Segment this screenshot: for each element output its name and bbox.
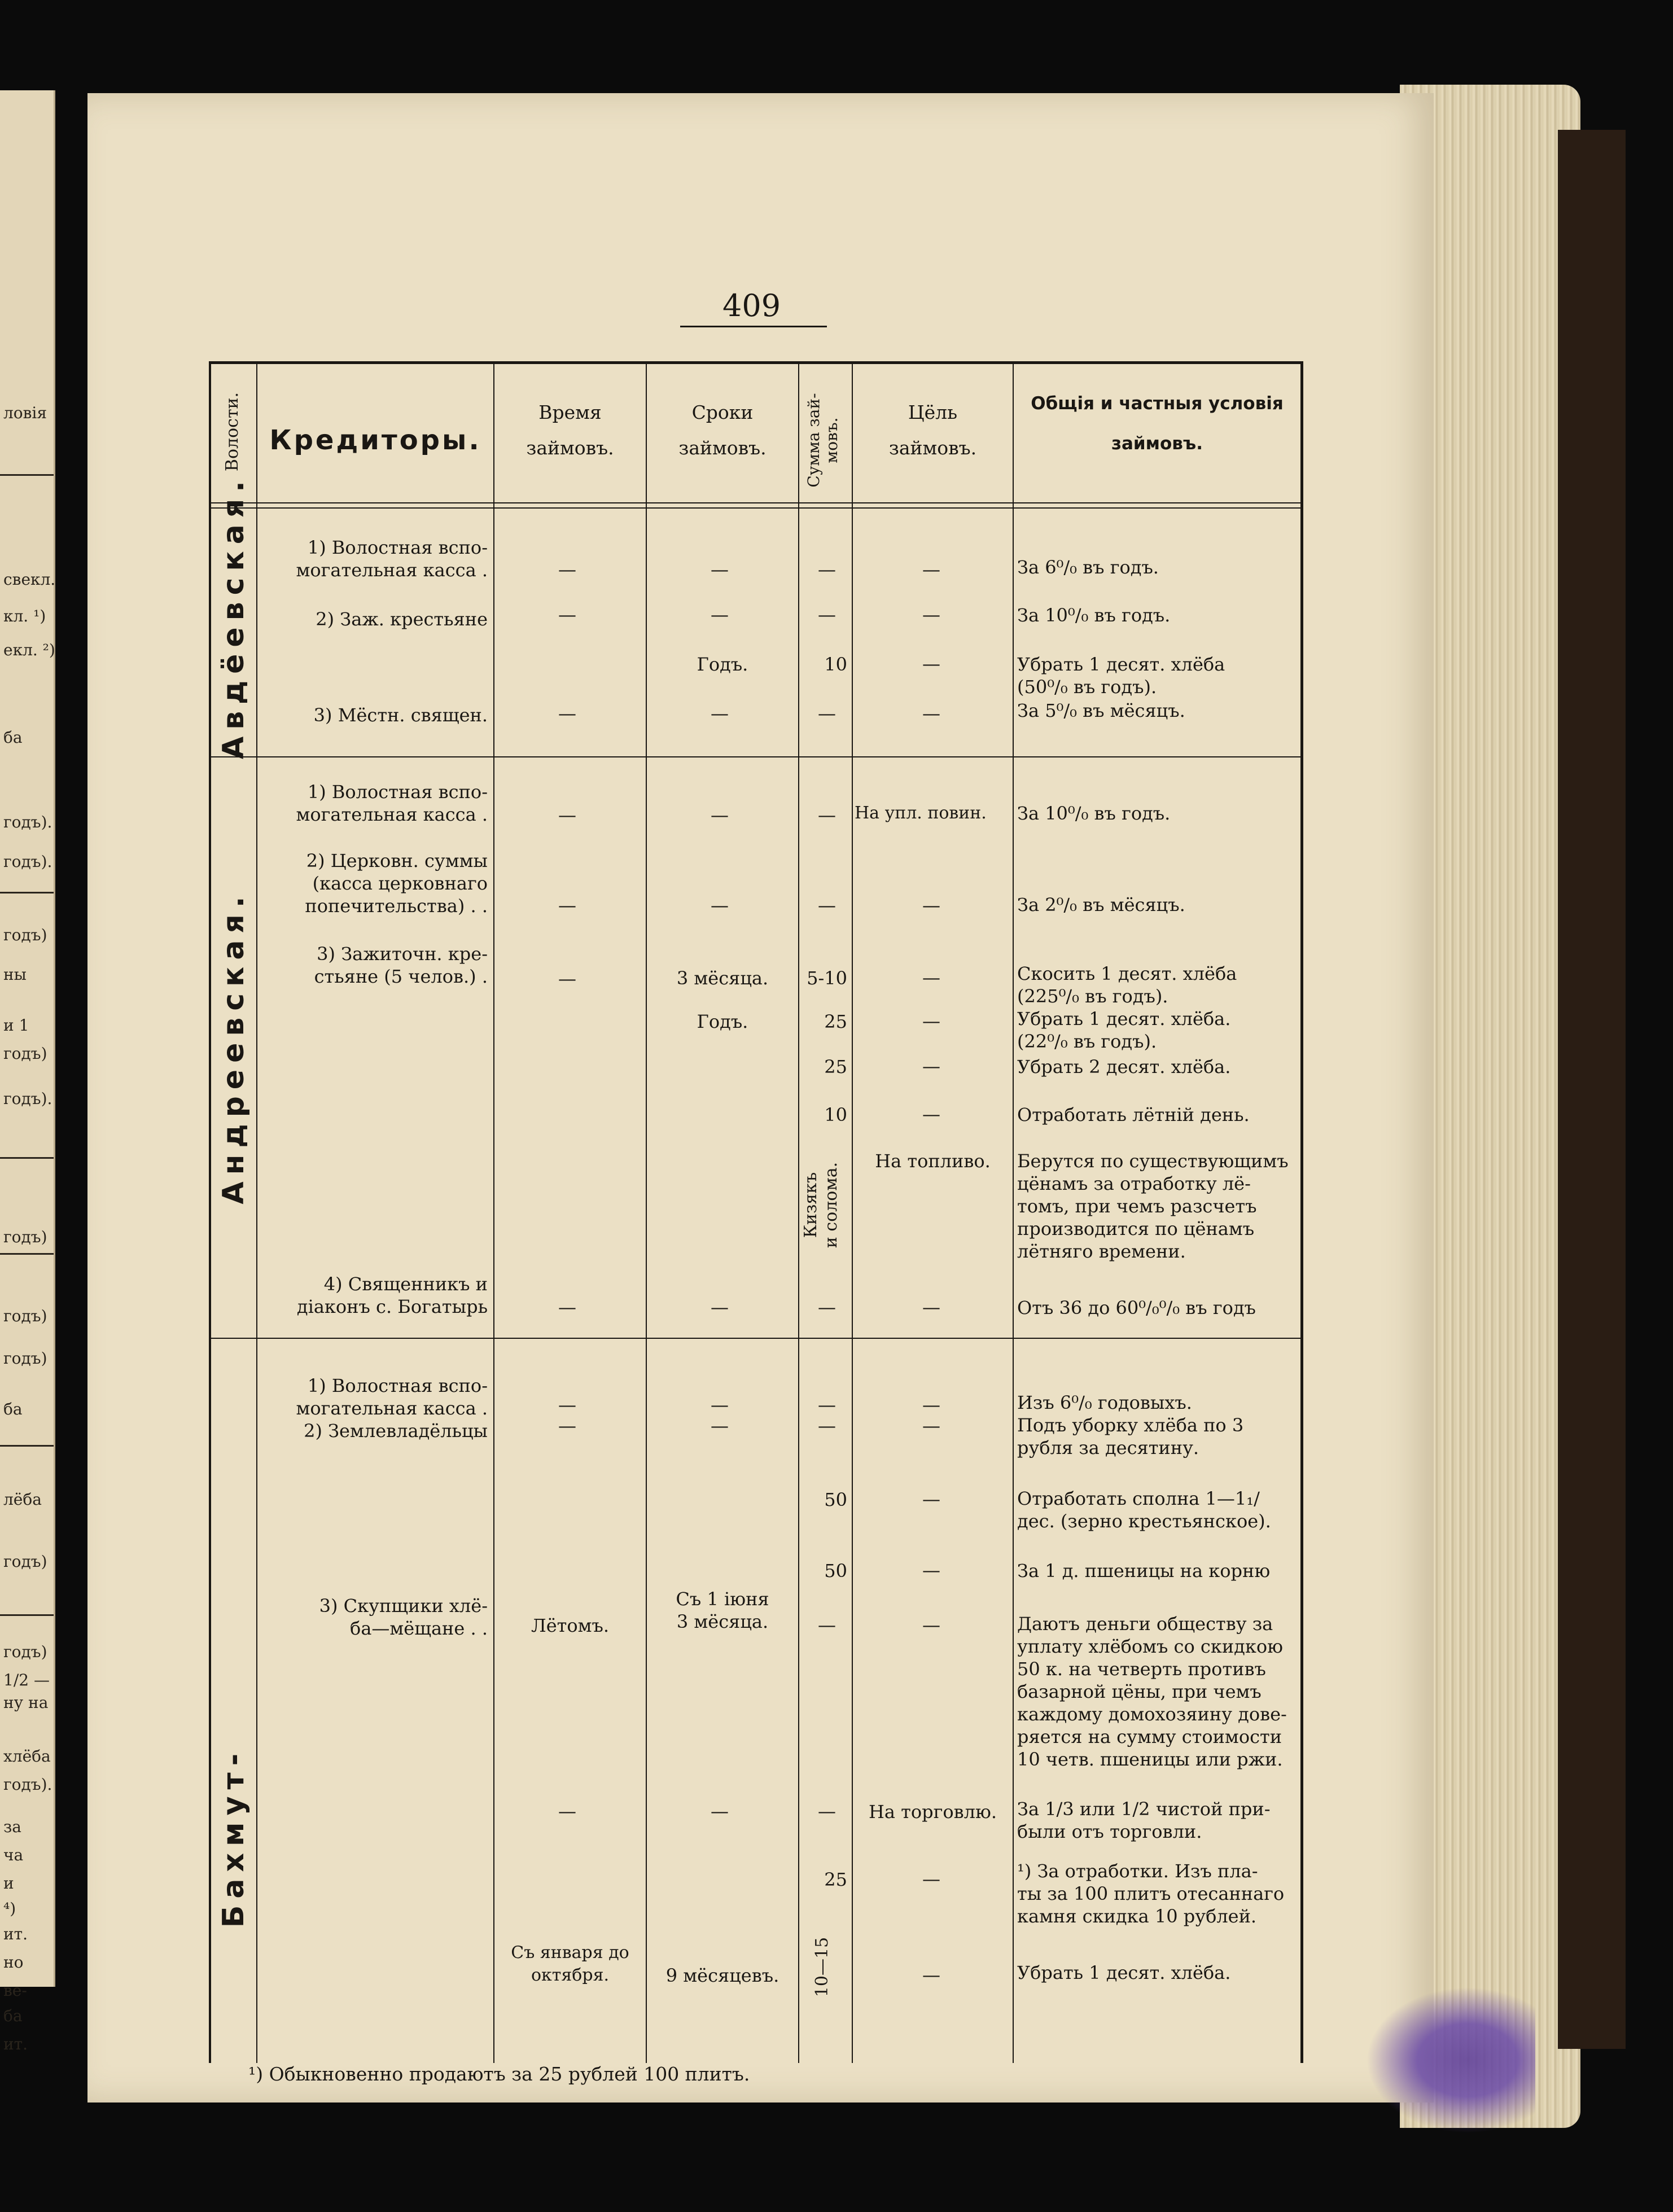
condition-line: (22⁰/₀ въ годъ).	[1017, 1031, 1157, 1052]
creditor-cell	[262, 1374, 488, 1420]
condition-line: цёнамъ за отработку лё-	[1017, 1173, 1251, 1194]
sum-value: 10	[824, 1104, 847, 1125]
condition-cell	[1017, 893, 1297, 916]
condition-line: Отработать лётній день.	[1017, 1104, 1250, 1125]
term-value: —	[711, 1296, 729, 1318]
time-value: Лётомъ.	[531, 1615, 610, 1636]
creditor-cell	[262, 704, 488, 726]
creditor-line: 1) Волостная вспо-	[307, 781, 488, 803]
creditor-cell	[262, 1273, 488, 1318]
creditor-cell	[262, 536, 488, 581]
purpose-value: —	[922, 1394, 940, 1416]
creditor-cell	[262, 1595, 488, 1640]
left-page-fragment: годъ).	[3, 1775, 52, 1794]
creditor-line: 3) Зажиточн. кре-	[317, 943, 488, 965]
condition-line: ты за 100 плитъ отесаннаго	[1017, 1883, 1285, 1904]
left-page-fragment: годъ)	[3, 1307, 47, 1325]
time-value: —	[558, 1296, 576, 1318]
footnote: ¹) Обыкновенно продаютъ за 25 рублей 100 плитъ.	[248, 2063, 750, 2085]
time-value: —	[558, 968, 576, 989]
sum-fuel-line: и солома.	[821, 1162, 841, 1249]
condition-line: томъ, при чемъ разсчетъ	[1017, 1195, 1257, 1217]
ink-stain	[1366, 1987, 1535, 2134]
condition-line: были отъ торговли.	[1017, 1821, 1202, 1842]
left-page-fragment: годъ).	[3, 813, 52, 831]
col-divider	[1013, 364, 1014, 2063]
creditor-line: 4) Священникъ и	[323, 1273, 488, 1295]
condition-cell	[1017, 556, 1297, 579]
time-value: —	[558, 559, 576, 580]
condition-line: За 6⁰/₀ въ годъ.	[1017, 557, 1159, 578]
condition-cell	[1017, 1103, 1297, 1126]
condition-cell	[1017, 1008, 1297, 1053]
condition-cell	[1017, 1798, 1297, 1843]
creditor-line: 2) Землевладёльцы	[304, 1420, 488, 1442]
sum-value: —	[818, 1801, 836, 1822]
purpose-value: —	[922, 559, 940, 580]
header-sum-line: Сумма зай-	[804, 393, 823, 488]
purpose-value: —	[922, 895, 940, 916]
sum-value: 25	[824, 1011, 847, 1032]
left-page-rule	[0, 1614, 54, 1616]
condition-line: За 10⁰/₀ въ годъ.	[1017, 803, 1171, 824]
left-page-fragment: ба	[3, 2007, 23, 2025]
sum-value: —	[818, 703, 836, 724]
time-value: —	[558, 1801, 576, 1822]
left-page-fragment: и	[3, 1874, 14, 1893]
sum-value: —	[818, 1415, 836, 1436]
section-rule	[211, 756, 1300, 757]
creditor-line: могательная касса .	[296, 559, 488, 581]
condition-cell	[1017, 1860, 1297, 1928]
header-purpose-line: Цёль	[908, 401, 958, 423]
creditor-line: (касса церковнаго	[312, 873, 488, 894]
left-page-rule	[0, 1157, 54, 1159]
condition-line: Убрать 1 десят. хлёба.	[1017, 1008, 1231, 1030]
col-divider	[798, 364, 799, 2063]
purpose-value: На торговлю.	[868, 1801, 997, 1823]
left-page-rule	[0, 474, 54, 476]
creditor-line: могательная касса .	[296, 1398, 488, 1419]
sum-fuel-line: Кизякъ	[801, 1172, 821, 1238]
section-rule	[211, 1338, 1300, 1339]
header-purpose-line: займовъ.	[888, 436, 977, 459]
condition-line: Отъ 36 до 60⁰/₀⁰/₀ въ годъ	[1017, 1297, 1256, 1319]
purpose-value: —	[922, 1614, 940, 1636]
sum-value: 10	[824, 654, 847, 675]
header-sum-line: мовъ.	[822, 417, 842, 463]
creditor-cell	[262, 943, 488, 988]
condition-line: лётняго времени.	[1017, 1241, 1186, 1262]
left-page-fragment: 1/2 —	[3, 1671, 50, 1689]
header-conditions-line: займовъ.	[1111, 433, 1203, 454]
header-purpose	[853, 395, 1013, 466]
time-value: —	[558, 895, 576, 916]
condition-cell	[1017, 604, 1297, 627]
creditor-cell	[262, 849, 488, 917]
loan-table	[209, 361, 1303, 2063]
condition-cell	[1017, 1613, 1297, 1771]
condition-cell	[1017, 1560, 1297, 1582]
condition-cell	[1017, 1055, 1297, 1078]
time-cell	[494, 1942, 646, 1987]
left-page-fragment: годъ).	[3, 852, 52, 871]
creditor-line: стьяне (5 челов.) .	[314, 966, 488, 987]
left-page-fragment: годъ)	[3, 1349, 47, 1368]
sum-value: 25	[824, 1869, 847, 1890]
condition-line: 50 к. на четверть противъ	[1017, 1658, 1266, 1680]
term-line: 3 мёсяца.	[676, 1611, 769, 1632]
left-page-fragment: хлёба	[3, 1747, 51, 1766]
left-page-fragment: кл. ¹)	[3, 607, 46, 625]
left-page-fragment: ны	[3, 965, 27, 984]
book-cover	[1558, 130, 1626, 2049]
condition-line: Убрать 1 десят. хлёба.	[1017, 1962, 1231, 1983]
condition-line: каждому домохозяину дове-	[1017, 1703, 1287, 1725]
purpose-value: —	[922, 703, 940, 724]
header-terms-line: займовъ.	[678, 436, 767, 459]
creditor-line: ба—мёщане . .	[350, 1618, 488, 1639]
condition-line: базарной цёны, при чемъ	[1017, 1681, 1262, 1702]
purpose-value: —	[922, 1415, 940, 1436]
condition-cell	[1017, 802, 1297, 825]
condition-line: Подъ уборку хлёба по 3	[1017, 1414, 1244, 1436]
purpose-value: —	[922, 1964, 940, 1986]
sum-value: 50	[824, 1489, 847, 1510]
left-page-fragment: за	[3, 1817, 21, 1836]
purpose-value: —	[922, 1488, 940, 1510]
condition-line: За 1/3 или 1/2 чистой при-	[1017, 1798, 1271, 1820]
header-creditors: Кредиторы.	[269, 424, 481, 456]
time-line: октября.	[531, 1965, 610, 1985]
header-rule	[211, 502, 1300, 509]
condition-line: Убрать 1 десят. хлёба	[1017, 654, 1225, 675]
district-bakhmut: Бахмут-	[217, 1746, 251, 1928]
condition-cell	[1017, 653, 1297, 698]
header-conditions-line: Общія и частныя условія	[1031, 393, 1284, 414]
left-page-fragment: лёба	[3, 1490, 42, 1509]
header-time	[494, 395, 646, 466]
purpose-value: —	[922, 1868, 940, 1890]
term-value: —	[711, 604, 729, 625]
condition-line: Скосить 1 десят. хлёба	[1017, 963, 1237, 984]
left-page-fragment: годъ).	[3, 1089, 52, 1108]
condition-line: уплату хлёбомъ со скидкою	[1017, 1636, 1283, 1657]
purpose-value: —	[922, 1103, 940, 1125]
condition-line: дес. (зерно крестьянское).	[1017, 1510, 1271, 1532]
book-page	[87, 93, 1434, 2103]
term-value: —	[711, 1801, 729, 1822]
condition-line: За 5⁰/₀ въ мёсяцъ.	[1017, 700, 1185, 721]
term-value: —	[711, 1415, 729, 1436]
creditor-line: 3) Мёстн. священ.	[313, 704, 488, 726]
sum-value: —	[818, 604, 836, 625]
purpose-value: —	[922, 967, 940, 988]
creditor-line: попечительства) . .	[305, 895, 488, 917]
time-value: —	[558, 703, 576, 724]
purpose-value: —	[922, 604, 940, 625]
header-time-line: Время	[538, 401, 602, 423]
condition-cell	[1017, 699, 1297, 722]
left-page-fragment: ба	[3, 728, 23, 747]
left-page-rule	[0, 1253, 54, 1255]
header-sum	[805, 387, 844, 494]
creditor-line: діаконъ с. Богатырь	[296, 1296, 488, 1317]
sum-value: 25	[824, 1056, 847, 1077]
term-cell	[647, 1588, 798, 1633]
condition-line: Убрать 2 десят. хлёба.	[1017, 1056, 1231, 1077]
term-value: —	[711, 559, 729, 580]
creditor-cell	[262, 608, 488, 630]
header-terms	[647, 395, 798, 466]
condition-line: Берутся по существующимъ	[1017, 1150, 1289, 1172]
condition-cell	[1017, 1487, 1297, 1532]
left-page-fragment: ит.	[3, 1925, 28, 1943]
creditor-line: 2) Церковн. суммы	[306, 850, 488, 871]
sum-value: —	[818, 1296, 836, 1318]
sum-value: —	[818, 1614, 836, 1636]
left-page-fragment: екл. ²)	[3, 641, 55, 659]
condition-cell	[1017, 1296, 1297, 1319]
time-value: —	[558, 1394, 576, 1416]
purpose-value: —	[922, 1560, 940, 1581]
header-terms-line: Сроки	[691, 401, 754, 423]
header-volost: Волости.	[222, 392, 242, 472]
col-divider	[646, 364, 647, 2063]
header-time-line: займовъ.	[526, 436, 614, 459]
term-value: Годъ.	[697, 654, 748, 675]
condition-cell	[1017, 962, 1297, 1008]
condition-line: За 2⁰/₀ въ мёсяцъ.	[1017, 894, 1185, 916]
condition-line: ¹) За отработки. Изъ пла-	[1017, 1860, 1258, 1882]
district-avdeevskaya: Авдёевская.	[217, 474, 251, 759]
left-page-fragment: но	[3, 1953, 24, 1972]
term-value: —	[711, 804, 729, 826]
condition-cell	[1017, 1961, 1297, 1984]
term-line: Съ 1 іюня	[676, 1588, 769, 1610]
creditor-cell	[262, 781, 488, 826]
creditor-line: 3) Скупщики хлё-	[319, 1595, 488, 1617]
left-page-fragment: свекл.	[3, 570, 56, 589]
condition-cell	[1017, 1391, 1297, 1414]
left-page-fragment: годъ)	[3, 1228, 47, 1246]
left-page-rule	[0, 1445, 54, 1447]
sum-value: —	[818, 1394, 836, 1416]
purpose-value: —	[922, 1296, 940, 1318]
left-page-fragment: ча	[3, 1846, 24, 1864]
condition-line: (225⁰/₀ въ годъ).	[1017, 985, 1168, 1007]
col-divider	[493, 364, 494, 2063]
condition-cell	[1017, 1150, 1297, 1263]
term-value: 9 мёсяцевъ.	[665, 1965, 779, 1986]
creditor-line: 1) Волостная вспо-	[307, 1375, 488, 1396]
creditor-cell	[262, 1420, 488, 1442]
term-value: —	[711, 703, 729, 724]
sum-value: —	[818, 804, 836, 826]
term-value: —	[711, 895, 729, 916]
time-value: —	[558, 604, 576, 625]
creditor-line: могательная касса .	[296, 804, 488, 825]
left-page-fragment: ве-	[3, 1981, 27, 2000]
sum-fuel-rotated	[801, 1160, 846, 1250]
left-page-rule	[0, 892, 54, 893]
term-value: —	[711, 1394, 729, 1416]
left-page-fragment: ловія	[3, 404, 47, 422]
header-conditions	[1014, 384, 1300, 465]
condition-line: За 1 д. пшеницы на корню	[1017, 1560, 1271, 1582]
sum-value: 50	[824, 1560, 847, 1582]
purpose-value: —	[922, 1010, 940, 1032]
left-page-fragment: ⁴)	[3, 1899, 16, 1918]
purpose-value: —	[922, 653, 940, 674]
creditor-line: 1) Волостная вспо-	[307, 537, 488, 558]
district-andreevskaya: Андреевская.	[217, 890, 251, 1204]
left-page-fragment: годъ)	[3, 926, 47, 944]
condition-line: (50⁰/₀ въ годъ).	[1017, 676, 1157, 698]
time-value: —	[558, 804, 576, 826]
purpose-value: На упл. повин.	[855, 803, 987, 823]
sum-value: 5-10	[807, 967, 847, 989]
condition-line: Отработать сполна 1—1₁/	[1017, 1488, 1260, 1509]
sum-range-rotated: 10—15	[812, 1937, 832, 1998]
time-line: Съ января до	[511, 1943, 629, 1963]
condition-line: Изъ 6⁰/₀ годовыхъ.	[1017, 1392, 1192, 1413]
left-page-fragment: годъ)	[3, 1642, 47, 1661]
condition-line: производится по цёнамъ	[1017, 1218, 1255, 1239]
condition-cell	[1017, 1414, 1297, 1459]
time-value: —	[558, 1415, 576, 1436]
left-facing-page	[0, 90, 56, 2053]
left-page-fragment: ну на	[3, 1693, 49, 1712]
condition-line: 10 четв. пшеницы или ржи.	[1017, 1749, 1283, 1770]
condition-line: камня скидка 10 рублей.	[1017, 1906, 1257, 1927]
left-page-fragment: ба	[3, 1400, 23, 1418]
condition-line: ряется на сумму стоимости	[1017, 1726, 1282, 1747]
col-divider	[256, 364, 257, 2063]
left-page-fragment: ит.	[3, 2035, 28, 2053]
purpose-value: —	[922, 1055, 940, 1077]
left-page-fragment: годъ)	[3, 1044, 47, 1063]
condition-line: За 10⁰/₀ въ годъ.	[1017, 605, 1171, 626]
purpose-value: На топливо.	[875, 1150, 991, 1172]
term-value: Годъ.	[697, 1011, 748, 1032]
page-number: 409	[722, 288, 781, 323]
sum-value: —	[818, 559, 836, 580]
condition-line: Даютъ деньги обществу за	[1017, 1613, 1273, 1635]
condition-line: рубля за десятину.	[1017, 1437, 1199, 1458]
page-number-rule	[680, 326, 827, 327]
left-page-fragment: годъ)	[3, 1552, 47, 1571]
creditor-line: 2) Заж. крестьяне	[316, 608, 488, 630]
sum-value: —	[818, 895, 836, 916]
term-value: 3 мёсяца.	[676, 967, 769, 989]
left-page-fragment: и 1	[3, 1016, 29, 1035]
